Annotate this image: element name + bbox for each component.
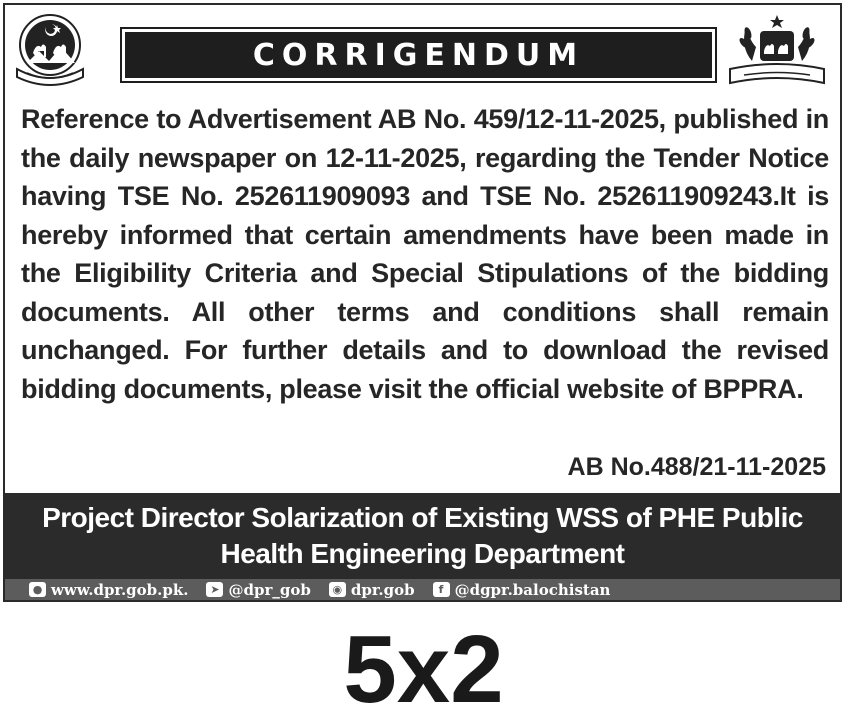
social-links-bar bbox=[5, 579, 840, 600]
footer-line-2: Health Engineering Department bbox=[220, 538, 625, 569]
social-website-text: www.dpr.gob.pk. bbox=[51, 580, 189, 599]
advertisement bbox=[3, 3, 842, 602]
globe-icon: ● bbox=[29, 582, 46, 597]
page-title: CORRIGENDUM bbox=[252, 37, 585, 73]
social-twitter-text: @dpr_gob bbox=[228, 580, 311, 599]
footer-line-1: Project Director Solarization of Existing WSS of PHE Public bbox=[42, 502, 803, 533]
social-instagram-text: dpr.gob bbox=[350, 580, 415, 599]
facebook-icon: f bbox=[433, 582, 450, 597]
footer-banner bbox=[5, 493, 840, 579]
twitter-icon: ➤ bbox=[206, 582, 223, 597]
balochistan-emblem-logo bbox=[13, 11, 87, 91]
instagram-icon: ◉ bbox=[329, 582, 346, 597]
title-banner bbox=[122, 29, 715, 81]
dgpr-emblem-logo bbox=[722, 11, 832, 91]
social-instagram[interactable] bbox=[329, 581, 415, 599]
social-website[interactable] bbox=[29, 581, 188, 599]
social-facebook-text: @dgpr.balochistan bbox=[454, 580, 611, 599]
ad-size-label: 5x2 bbox=[343, 616, 504, 723]
social-twitter[interactable] bbox=[206, 581, 310, 599]
notice-body-text: Reference to Advertisement AB No. 459/12-11-2025, published in the daily newspaper on 12-11-2025, regarding the Tender Notice having TSE No. 252611909093 and TSE No. 252611909243.It is hereby informed that certain amendments have been made in the Eligibility Criteria and Special Stipulations of the bidding documents. All other terms and conditions shall remain unchanged. For further details and to download the revised bidding documents, please visit the official website of BPPRA. bbox=[21, 104, 829, 404]
advertisement-reference: AB No.488/21-11-2025 bbox=[567, 453, 826, 481]
social-facebook[interactable] bbox=[433, 581, 611, 599]
